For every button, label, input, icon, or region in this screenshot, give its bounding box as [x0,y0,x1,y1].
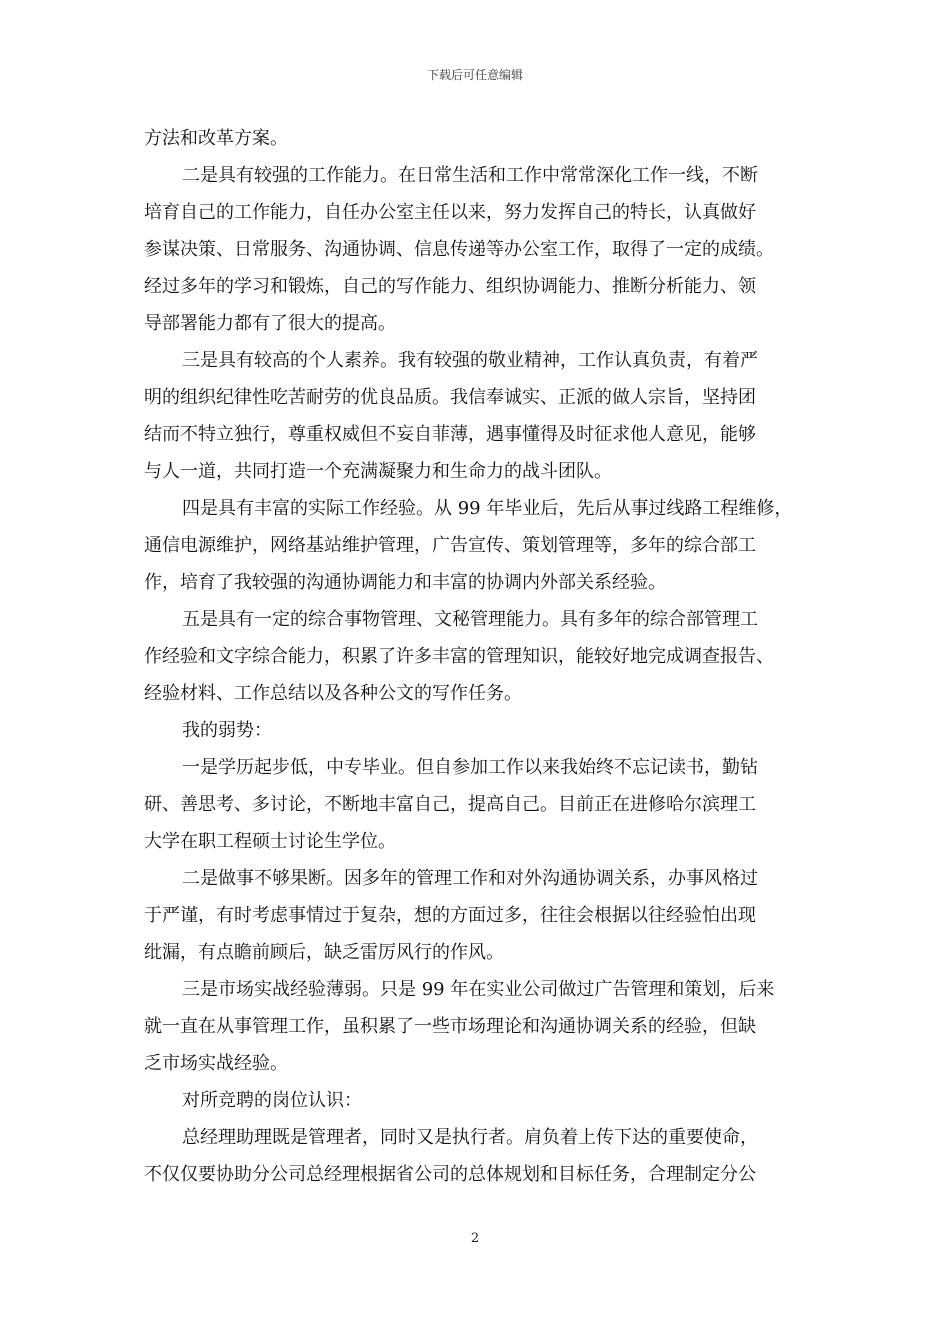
text-line: 四是具有丰富的实际工作经验。从 99 年毕业后，先后从事过线路工程维修， [182,498,793,519]
text-line: 明的组织纪律性吃苦耐劳的优良品质。我信奉诚实、正派的做人宗旨，坚持团 [144,387,756,408]
text-line: 就一直在从事管理工作，虽积累了一些市场理论和沟通协调关系的经验，但缺 [144,1016,756,1037]
text-line: 研、善思考、多讨论，不断地丰富自己，提高自己。目前正在进修哈尔滨理工 [144,794,756,815]
text-line: 结而不特立独行，尊重权威但不妄自菲薄，遇事懂得及时征求他人意见，能够 [144,424,756,445]
text-line: 不仅仅要协助分公司总经理根据省公司的总体规划和目标任务，合理制定分公 [144,1164,756,1185]
text-line: 培育自己的工作能力，自任办公室主任以来，努力发挥自己的特长，认真做好 [144,202,756,223]
text-line: 通信电源维护，网络基站维护管理，广告宣传、策划管理等，多年的综合部工 [144,535,756,556]
text-line: 导部署能力都有了很大的提高。 [144,313,396,334]
text-line: 于严谨，有时考虑事情过于复杂，想的方面过多，往往会根据以往经验怕出现 [144,905,756,926]
text-line: 二是做事不够果断。因多年的管理工作和对外沟通协调关系，办事风格过 [182,868,758,889]
text-line: 方法和改革方案。 [144,128,288,149]
page-number: 2 [470,1231,480,1246]
text-line: 我的弱势： [182,720,272,741]
text-line: 作经验和文字综合能力，积累了许多丰富的管理知识，能较好地完成调查报告、 [144,646,774,667]
text-line: 经过多年的学习和锻炼，自己的写作能力、组织协调能力、推断分析能力、领 [144,276,756,297]
text-line: 与人一道，共同打造一个充满凝聚力和生命力的战斗团队。 [144,461,612,482]
text-line: 对所竞聘的岗位认识： [182,1090,362,1111]
text-line: 二是具有较强的工作能力。在日常生活和工作中常常深化工作一线，不断 [182,165,758,186]
page-header: 下载后可任意编辑 [426,68,523,82]
text-line: 经验材料、工作总结以及各种公文的写作任务。 [144,683,522,704]
text-line: 乏市场实战经验。 [144,1053,288,1074]
text-line: 参谋决策、日常服务、沟通协调、信息传递等办公室工作，取得了一定的成绩。 [144,239,774,260]
text-line: 一是学历起步低，中专毕业。但自参加工作以来我始终不忘记读书，勤钻 [182,757,758,778]
text-line: 三是市场实战经验薄弱。只是 99 年在实业公司做过广告管理和策划，后来 [182,979,775,1000]
text-line: 总经理助理既是管理者，同时又是执行者。肩负着上传下达的重要使命， [182,1127,758,1148]
text-line: 纰漏，有点瞻前顾后，缺乏雷厉风行的作风。 [144,942,504,963]
document-body [144,120,814,1193]
text-line: 三是具有较高的个人素养。我有较强的敬业精神，工作认真负责，有着严 [182,350,758,371]
text-line: 大学在职工程硕士讨论生学位。 [144,831,396,852]
text-line: 作，培育了我较强的沟通协调能力和丰富的协调内外部关系经验。 [144,572,666,593]
text-line: 五是具有一定的综合事物管理、文秘管理能力。具有多年的综合部管理工 [182,609,758,630]
